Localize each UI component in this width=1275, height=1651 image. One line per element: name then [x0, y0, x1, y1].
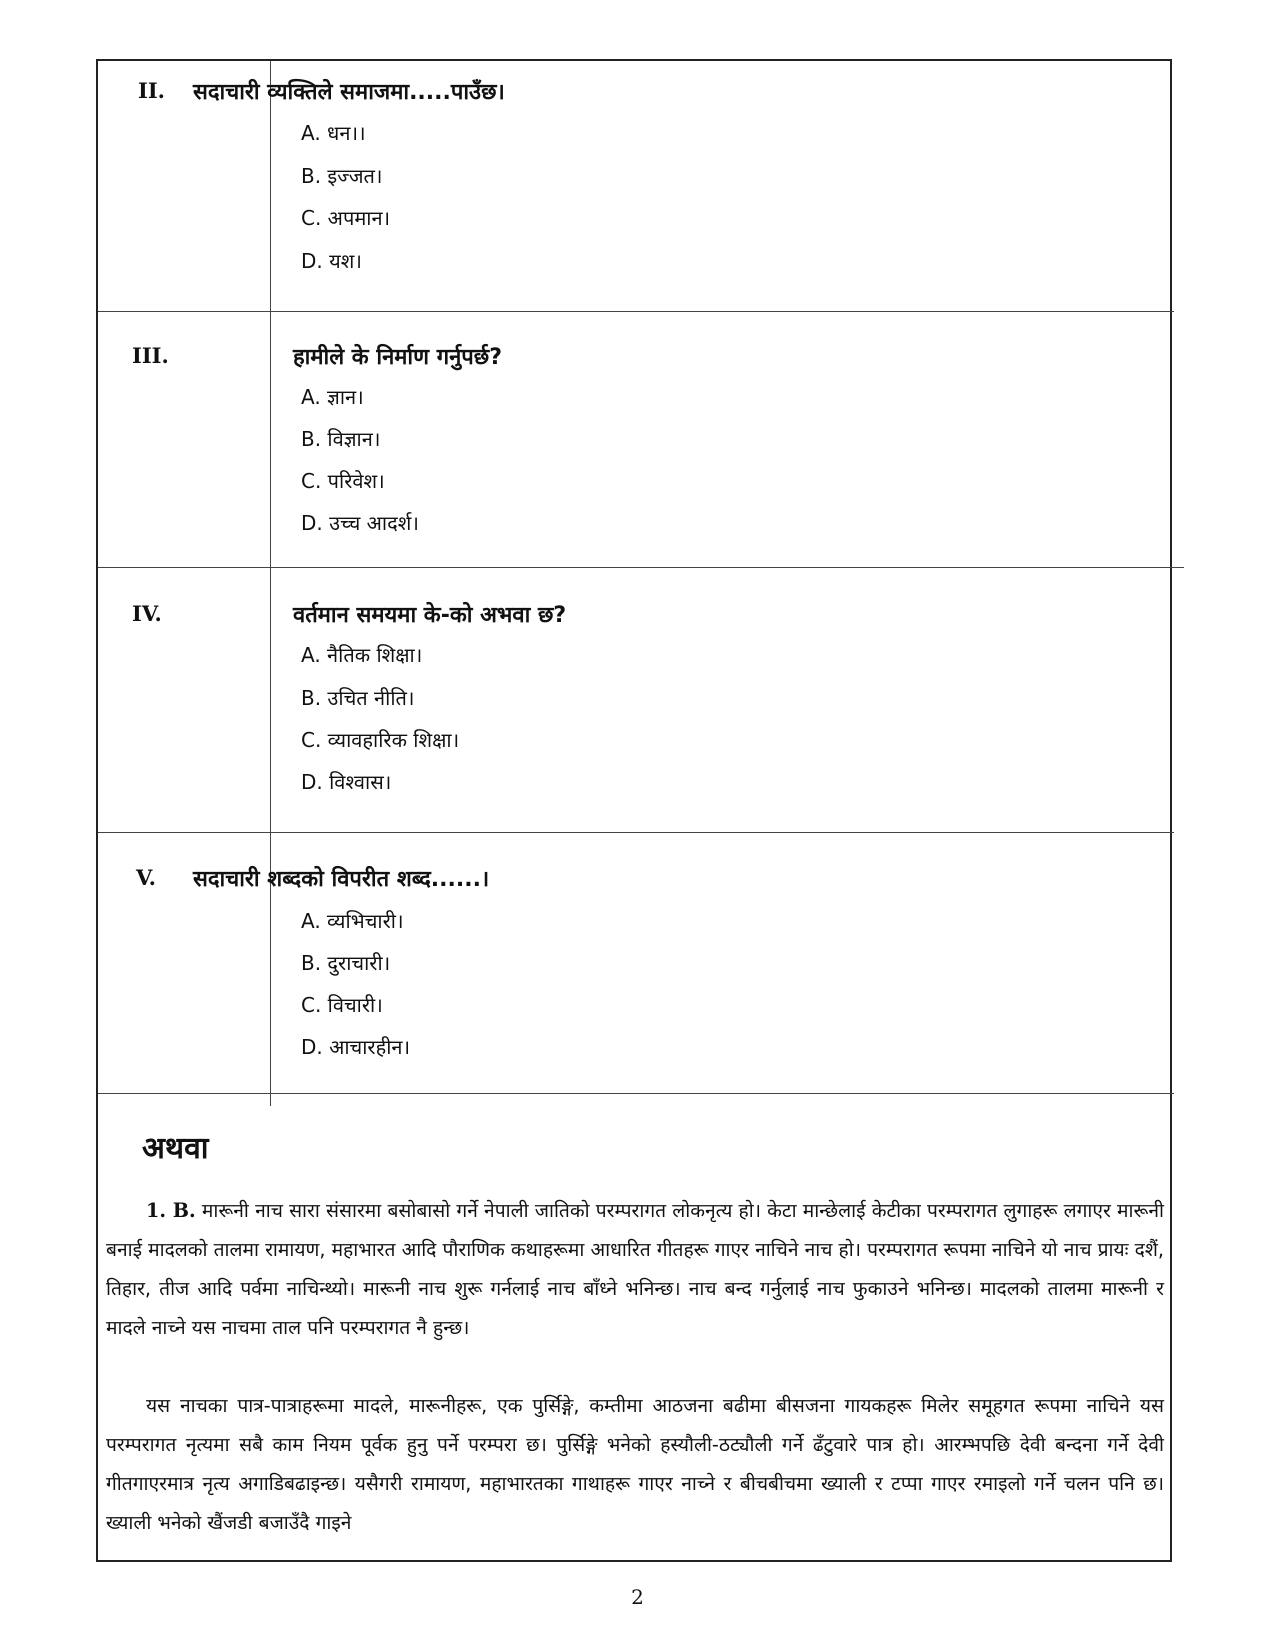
- option-d: D. उच्च आदर्श।: [301, 511, 419, 535]
- answer-paragraph-2-text: यस नाचका पात्र-पात्राहरूमा मादले, मारूनीहरू, एक पुर्सिङ्गे, कम्तीमा आठजना बढीमा बीसजना गायकहरू मिलेर समूहगत रूपमा नाचिने यस परम्परागत नृत्यमा सबै काम नियम पूर्वक हुनु पर्ने परम्परा छ। पुर्सिङ्गे भनेको हस्यौली-ठट्यौली गर्ने ढँटुवारे पात्र हो। आरम्भपछि देवी बन्दना गर्ने देवी गीतगाएरमात्र नृत्य अगाडिबढाइन्छ। यसैगरी रामायण, महाभारतका गाथाहरू गाएर नाच्ने र बीचबीचमा ख्याली र टप्पा गाएर रमाइलो गर्ने चलन पनि छ। ख्याली भनेको खैंजडी बजाउँदै गाइने: [106, 1394, 1164, 1534]
- option-d: D. यश।: [301, 249, 362, 273]
- question-number: IV.: [132, 601, 162, 626]
- question-text: हामीले के निर्माण गर्नुपर्छ?: [293, 345, 502, 370]
- page-number: 2: [631, 1585, 644, 1609]
- option-b: B. उचित नीति।: [301, 686, 415, 710]
- option-b: B. विज्ञान।: [301, 427, 381, 451]
- option-c: C. विचारी।: [301, 993, 383, 1017]
- option-d: D. आचारहीन।: [301, 1035, 411, 1059]
- question-divider: [98, 311, 1174, 312]
- option-b: B. इज्जत।: [301, 164, 383, 188]
- question-text: सदाचारी शब्दको विपरीत शब्द......।: [193, 867, 490, 892]
- option-a: A. नैतिक शिक्षा।: [301, 643, 423, 667]
- option-c: C. व्यावहारिक शिक्षा।: [301, 728, 460, 752]
- question-divider: [98, 832, 1174, 833]
- option-a: A. ज्ञान।: [301, 385, 364, 409]
- answer-paragraph-2: [106, 1386, 1164, 1542]
- option-c: C. परिवेश।: [301, 469, 385, 493]
- page-frame: [96, 59, 1172, 1562]
- question-divider: [98, 1093, 1174, 1094]
- athawa-heading: अथवा: [142, 1131, 209, 1166]
- question-number: III.: [132, 343, 169, 368]
- option-d: D. विश्वास।: [301, 770, 392, 794]
- answer-paragraph-1-text: मारूनी नाच सारा संसारमा बसोबासो गर्ने नेपाली जातिको परम्परागत लोकनृत्य हो। केटा मान्छेलाई केटीका परम्परागत लुगाहरू लगाएर मारूनी बनाई मादलको तालमा रामायण, महाभारत आदि पौराणिक कथाहरूमा आधारित गीतहरू गाएर नाचिने नाच हो। परम्परागत रूपमा नाचिने यो नाच प्रायः दशैं, तिहार, तीज आदि पर्वमा नाचिन्थ्यो। मारूनी नाच शुरू गर्नलाई नाच बाँध्ने भनिन्छ। नाच बन्द गर्नुलाई नाच फुकाउने भनिन्छ। मादलको तालमा मारूनी र मादले नाच्ने यस नाचमा ताल पनि परम्परागत नै हुन्छ।: [106, 1199, 1165, 1339]
- option-c: C. अपमान।: [301, 206, 391, 230]
- option-b: B. दुराचारी।: [301, 951, 391, 975]
- question-number: V.: [136, 865, 156, 890]
- question-text: सदाचारी व्यक्तिले समाजमा.....पाउँछ।: [193, 80, 505, 105]
- answer-paragraph-1: [106, 1191, 1164, 1347]
- option-a: A. धन।।: [301, 121, 366, 145]
- question-text: वर्तमान समयमा के-को अभवा छ?: [293, 603, 567, 628]
- question-divider: [98, 567, 1184, 568]
- option-a: A. व्यभिचारी।: [301, 909, 404, 933]
- question-number-column-divider: [270, 61, 271, 1106]
- question-number: II.: [138, 78, 165, 103]
- answer-label: 1. B.: [146, 1199, 196, 1222]
